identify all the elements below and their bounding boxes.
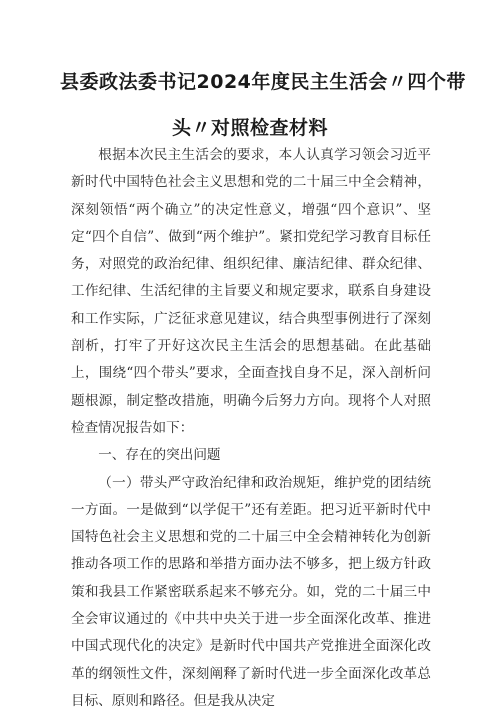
paragraph-intro: 根据本次民主生活会的要求，本人认真学习领会习近平新时代中国特色社会主义思想和党的二十届三中全会精神，深刻领悟“两个确立”的决定性意义，增强“四个意识”、坚定“四个自信”、做到“两个维护”。紧扣党纪学习教育目标任务，对照党的政治纪律、组织纪律、廉洁纪律、群众纪律、工作纪律、生活纪律的主旨要义和规定要求，联系自身建设和工作实际，广泛征求意见建议，结合典型事例进行了深刻剖析，打牢了开好这次民主生活会的思想基础。在此基础上，围绕“四个带头”要求，全面查找自身不足，深入剖析问题根源，制定整改措施，明确今后努力方向。现将个人对照检查情况报告如下： (71, 147, 431, 436)
document-body (71, 142, 431, 715)
document-title-line-2: 头〃对照检查材料 (171, 117, 328, 139)
document-title-line-1: 县委政法委书记2024年度民主生活会〃四个带 (60, 71, 466, 93)
paragraph-problem-1: （一）带头严守政治纪律和政治规矩，维护党的团结统一方面。一是做到“以学促干”还有差距。把习近平新时代中国特色社会主义思想和党的二十届三中全会精神转化为创新推动各项工作的思路和举措方面办法不够多，把上级方针政策和我县工作紧密联系起来不够充分。如，党的二十届三中全会审议通过的《中共中央关于进一步全面深化改革、推进中国式现代化的决定》是新时代中国共产党推进全面深化改革的纲领性文件，深刻阐释了新时代进一步全面深化改革总目标、原则和路径。但是我从决定 (71, 474, 431, 709)
section-heading-problems: 一、存在的突出问题 (98, 447, 221, 464)
